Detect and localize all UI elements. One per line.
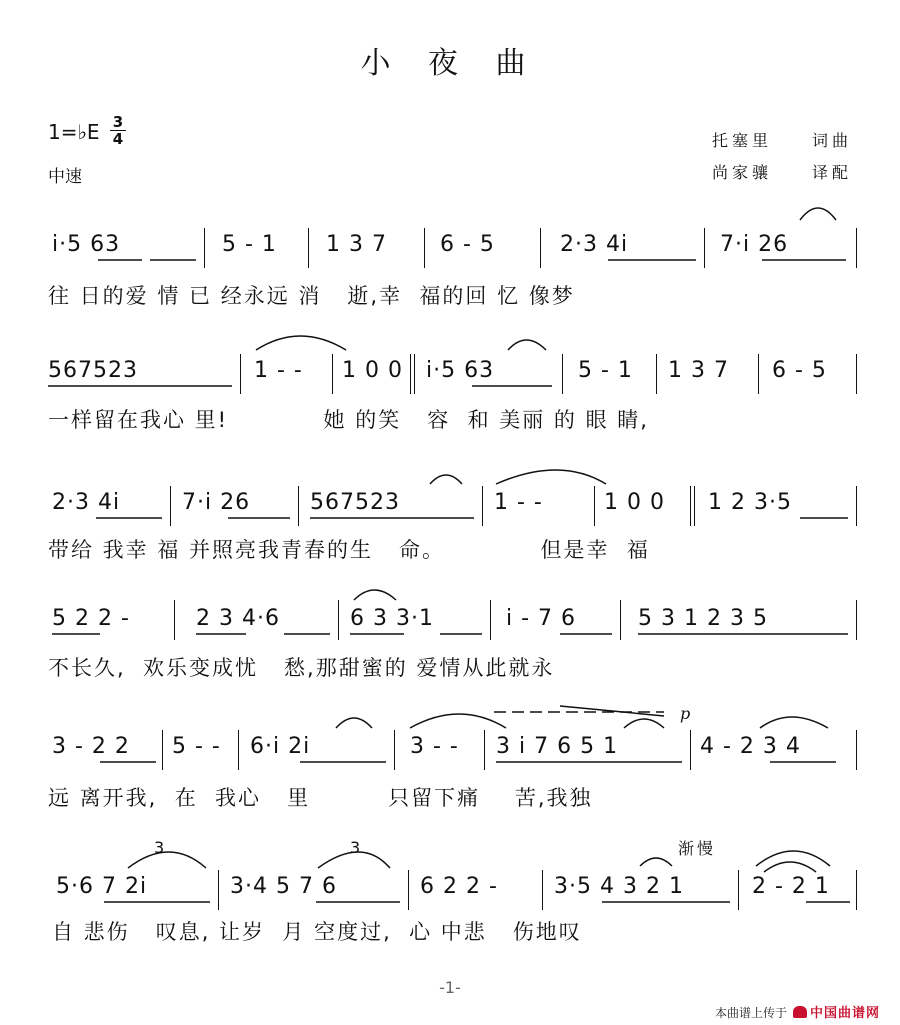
slur [336,718,372,728]
page-title: 小 夜 曲 [360,46,540,81]
slur [430,475,462,484]
lyrics-line: 带给 我幸 福 并照亮我青春的生 命。 但是幸 福 [48,538,650,562]
measure: 6 3 3·1 [350,606,434,631]
measure: 4 - 2 3 4 [700,734,801,759]
triplet-slur [128,852,206,868]
triplet-marker: 3 [154,838,165,857]
measure: 7·i 26 [720,232,789,257]
triplet-slur [318,852,390,868]
lyrics-line: 往 日的爱 情 已 经永远 消 逝,幸 福的回 忆 像梦 [48,284,575,308]
measure: 2·3 4i [52,490,121,515]
measure: i - 7 6 [506,606,577,631]
lyrics-line: 不长久, 欢乐变成忧 愁,那甜蜜的 爱情从此就永 [48,656,555,680]
hairpin [560,706,664,716]
slur [624,719,664,728]
dynamic-marking: p [680,704,691,723]
slur [800,208,836,220]
measure: 5 - 1 [578,358,633,383]
measure: 3·4 5 7 6 [230,874,337,899]
measure: 2·3 4i [560,232,629,257]
measure: 567523 [48,358,138,383]
measure: 1 - - [254,358,303,383]
measure: 1 3 7 [326,232,387,257]
measure: 2 3 4·6 [196,606,280,631]
measure: 1 0 0 [604,490,665,515]
tie [410,714,506,728]
composer-name: 托塞里 [712,131,773,150]
measure: 5 2 2 - [52,606,130,631]
site-logo-icon [793,1006,807,1018]
measure: 3 - - [410,734,459,759]
translator-role: 译配 [812,163,853,182]
key-signature: 1=♭E [48,120,100,144]
tie [756,851,830,866]
measure: 3 i 7 6 5 1 [496,734,619,759]
measure: 3 - 2 2 [52,734,130,759]
slur [760,717,828,728]
ritardando-marking: 渐慢 [678,839,717,858]
tie [256,336,346,350]
measure: 1 - - [494,490,543,515]
meter-bottom: 4 [110,130,126,147]
measure: i·5 63 [52,232,121,257]
measure: 6·i 2i [250,734,311,759]
measure: 2 - 2 1 [752,874,830,899]
measure: 3·5 4 3 2 1 [554,874,684,899]
measure: 1 0 0 [342,358,403,383]
lyrics-line: 远 离开我, 在 我心 里 只留下痛 苦,我独 [48,786,593,810]
slur [508,340,546,350]
page-number: -1- [439,978,461,997]
measure: 6 - 5 [772,358,827,383]
measure: 6 - 5 [440,232,495,257]
lyrics-line: 自 悲伤 叹息, 让岁 月 空度过, 心 中悲 伤地叹 [52,920,582,944]
measure: i·5 63 [426,358,495,383]
source-footer [715,1002,880,1021]
lyrics-line: 一样留在我心 里! 她 的笑 容 和 美丽 的 眼 睛, [48,408,649,432]
slur [354,590,396,600]
tempo-marking: 中速 [48,167,82,187]
triplet-marker: 3 [350,838,361,857]
meter-top: 3 [112,113,124,131]
measure: 5 - 1 [222,232,277,257]
composer-role: 词曲 [812,131,853,150]
measure: 1 3 7 [668,358,729,383]
measure: 5 - - [172,734,221,759]
measure: 1 2 3·5 [708,490,792,515]
measure: 5 3 1 2 3 5 [638,606,768,631]
measure: 7·i 26 [182,490,251,515]
footer-brand[interactable]: 中国曲谱网 [809,1006,880,1021]
measure: 567523 [310,490,400,515]
footer-prefix: 本曲谱上传于 [714,1006,787,1020]
measure: 5·6 7 2i [56,874,148,899]
slur [640,858,672,866]
measure: 6 2 2 - [420,874,498,899]
translator-name: 尚家骧 [712,163,773,182]
slur [764,862,816,872]
tie [496,470,606,484]
